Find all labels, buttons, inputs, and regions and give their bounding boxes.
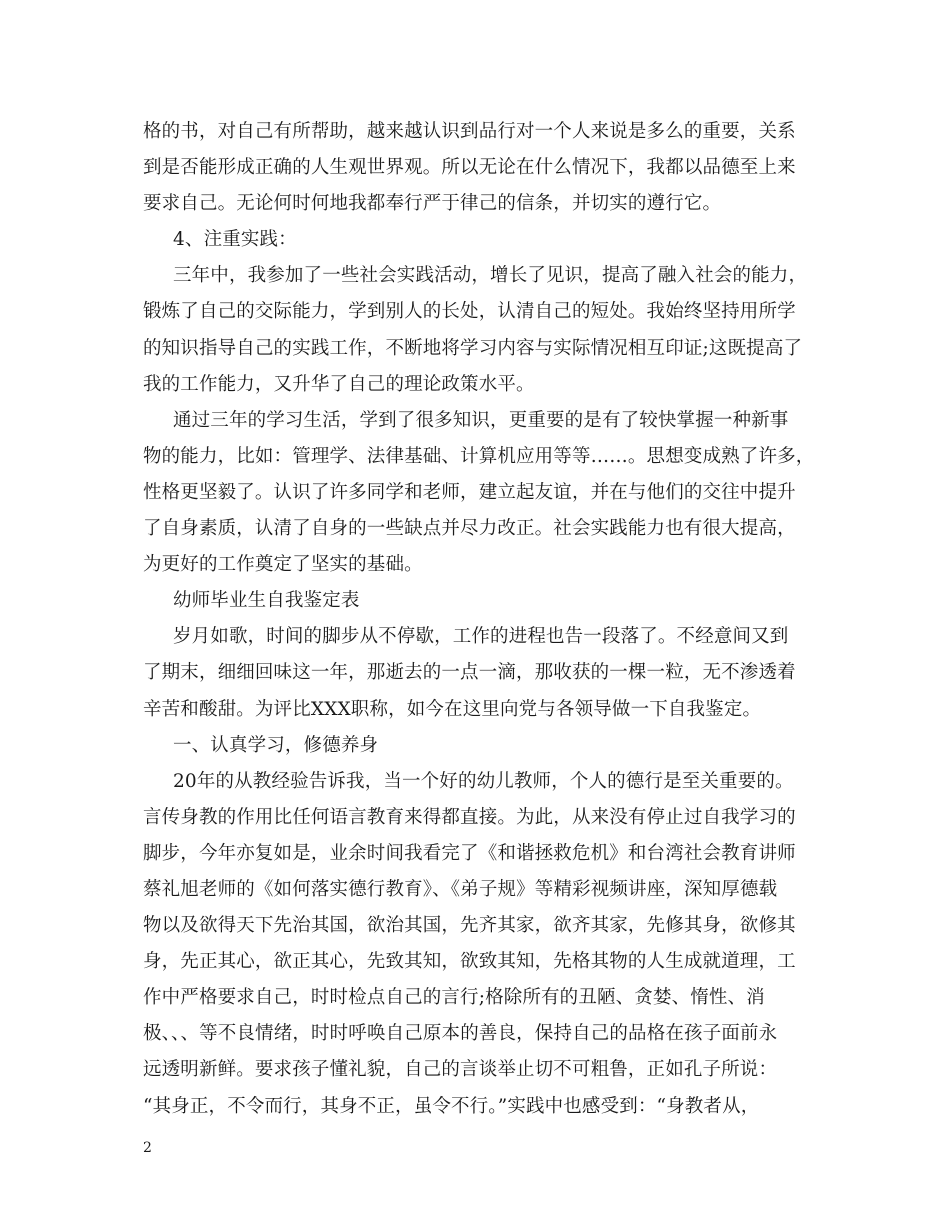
text-line: 4、注重实践：	[173, 229, 297, 251]
text-line: 幼师毕业生自我鉴定表	[173, 590, 360, 612]
page-number: 2	[143, 1140, 152, 1156]
text-line: 岁月如歌，时间的脚步从不停歇，工作的进程也告一段落了。不经意间又到	[173, 626, 789, 648]
text-line: 三年中，我参加了一些社会实践活动，增长了见识，提高了融入社会的能力，	[173, 265, 808, 287]
text-line: 格的书，对自己有所帮助，越来越认识到品行对一个人来说是多么的重要，关系	[143, 121, 796, 142]
text-line: 身，先正其心，欲正其心，先致其知，欲致其知，先格其物的人生成就道理，工	[143, 951, 796, 973]
text-line: 性格更坚毅了。认识了许多同学和老师，建立起友谊，并在与他们的交往中提升	[143, 481, 796, 503]
text-line: 极、、、等不良情绪，时时呼唤自己原本的善良，保持自己的品格在孩子面前永	[143, 1023, 778, 1045]
text-line: 要求自己。无论何时何地我都奉行严于律己的信条，并切实的遵行它。	[143, 193, 722, 215]
text-line: 物的能力，比如：管理学、法律基础、计算机应用等等……。思想变成熟了许多，	[143, 445, 815, 467]
text-line: 为更好的工作奠定了坚实的基础。	[143, 554, 423, 576]
text-line: 一、认真学习，修德养身	[173, 734, 379, 756]
text-line: 言传身教的作用比任何语言教育来得都直接。为此，从来没有停止过自我学习的	[143, 806, 796, 828]
text-line: 脚步，今年亦复如是，业余时间我看完了《和谐拯救危机》和台湾社会教育讲师	[143, 842, 796, 864]
text-line: 作中严格要求自己，时时检点自己的言行;格除所有的丑陋、贪婪、惰性、消	[143, 987, 765, 1009]
body-text	[143, 114, 813, 1125]
text-line: 物以及欲得天下先治其国，欲治其国，先齐其家，欲齐其家，先修其身，欲修其	[143, 915, 796, 937]
text-line: 远透明新鲜。要求孩子懂礼貌，自己的言谈举止切不可粗鲁，正如孔子所说：	[143, 1059, 778, 1081]
text-line: 20年的从教经验告诉我，当一个好的幼儿教师，个人的德行是至关重要的。	[173, 770, 794, 792]
text-line: 了自身素质，认清了自身的一些缺点并尽力改正。社会实践能力也有很大提高，	[143, 518, 796, 540]
text-line: 通过三年的学习生活，学到了很多知识，更重要的是有了较快掌握一种新事	[173, 409, 789, 431]
text-line: 蔡礼旭老师的《如何落实德行教育》、《弟子规》等精彩视频讲座，深知厚德载	[143, 878, 778, 900]
text-line: 辛苦和酸甜。为评比XXX职称，如今在这里向党与各领导做一下自我鉴定。	[143, 698, 762, 720]
text-line: 到是否能形成正确的人生观世界观。所以无论在什么情况下，我都以品德至上来	[143, 157, 796, 179]
text-line: 我的工作能力，又升华了自己的理论政策水平。	[143, 373, 535, 395]
text-line: 了期末，细细回味这一年，那逝去的一点一滴，那收获的一棵一粒，无不渗透着	[143, 662, 796, 684]
text-line: 锻炼了自己的交际能力，学到别人的长处，认清自己的短处。我始终坚持用所学	[143, 301, 796, 323]
text-line: 的知识指导自己的实践工作，不断地将学习内容与实际情况相互印证;这既提高了	[143, 337, 803, 359]
text-line: “其身正，不令而行，其身不正，虽令不行。”实践中也感受到：“身教者从，	[143, 1095, 760, 1117]
